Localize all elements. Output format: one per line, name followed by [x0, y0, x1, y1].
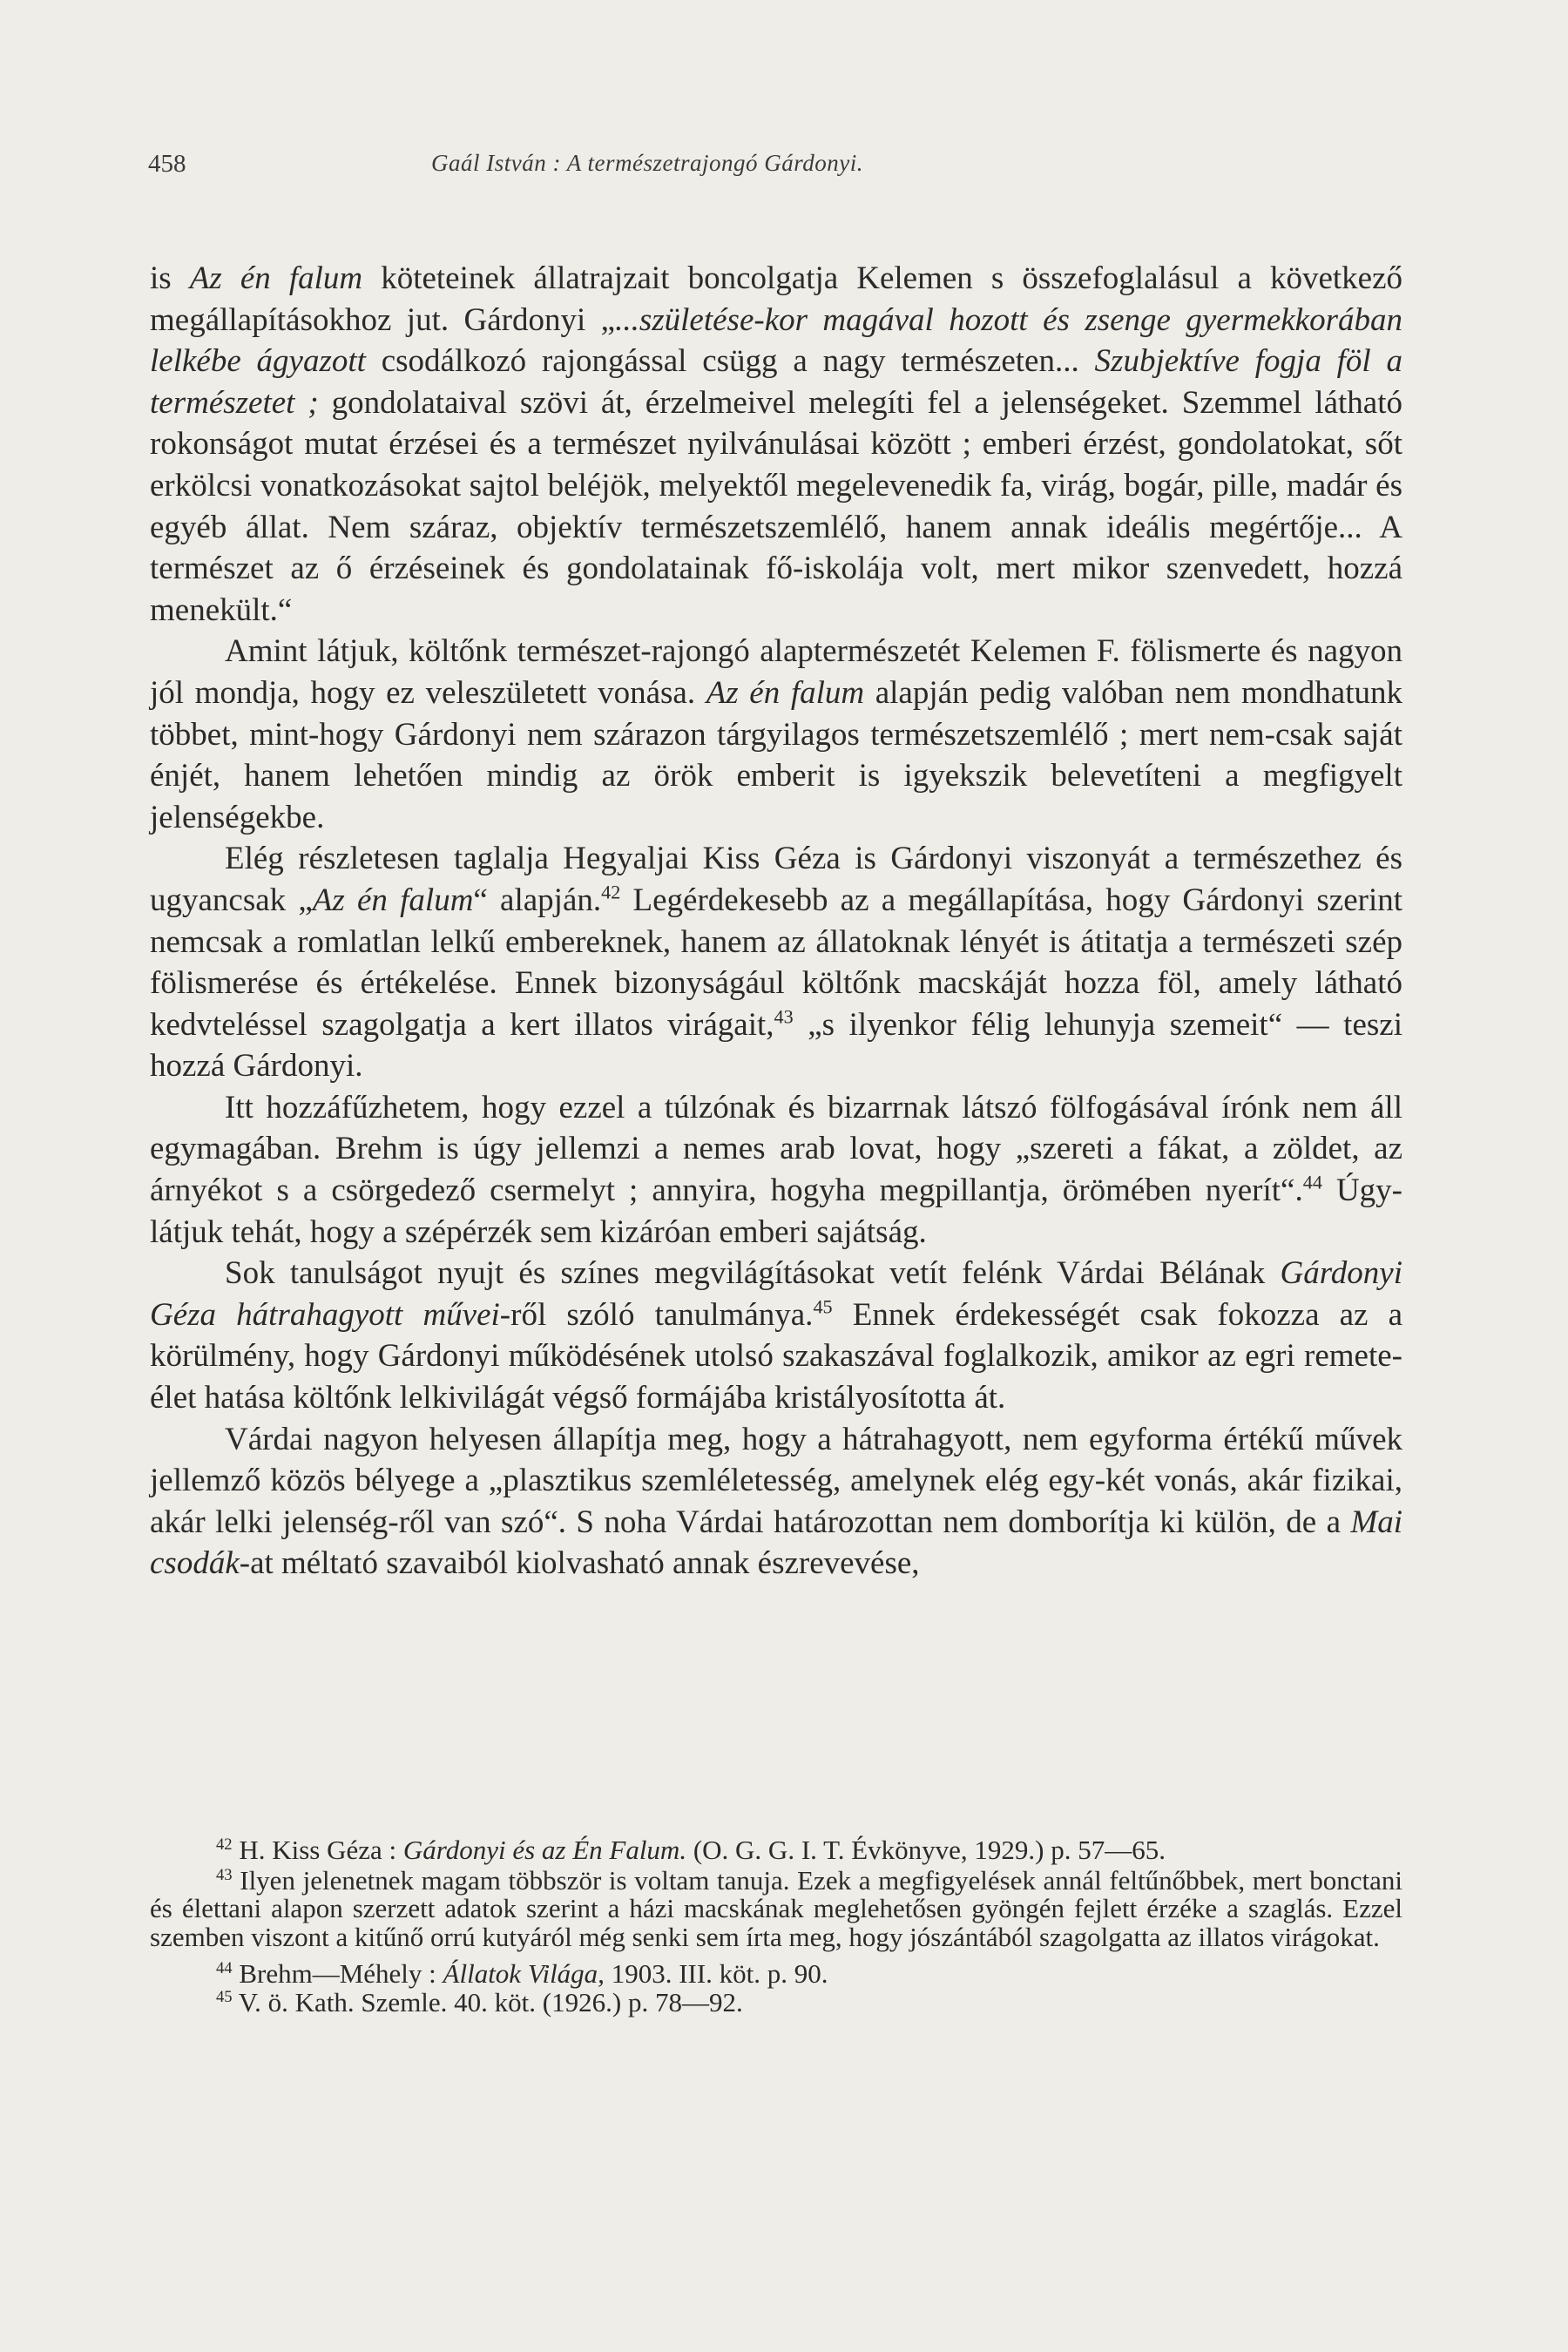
text-run: Sok tanulságot nyujt és színes megvilágításokat vetít felénk Várdai Bélának	[225, 1255, 1281, 1292]
text-run: Elég részletesen taglalja Hegyaljai Kiss Géza is Gárdonyi viszonyát a természethez és ugyancsak „	[150, 841, 1402, 918]
book-title-italic: Mai csodák	[150, 1504, 1402, 1582]
footnote-42	[150, 1836, 1402, 1865]
text-run: Itt hozzáfűzhetem, hogy ezzel a túlzónak és bizarrnak látszó fölfogásával írónk nem áll egymagában. Brehm is úgy jellemzi a nemes arab lovat, hogy „szereti a fákat, a zöldet, az árnyékot s a csörgedező csermelyt ; annyira, hogyha megpillantja, örömében nyerít“.	[150, 1089, 1402, 1209]
footnotes	[150, 1836, 1402, 2017]
book-title-italic: Gárdonyi Géza hátrahagyott művei	[150, 1255, 1402, 1333]
book-title-italic: Állatok Világa,	[443, 1958, 605, 1989]
quote-italic: ...születése-kor magával hozott és zsenge gyermekkorában lelkébe ágyazott	[150, 301, 1402, 380]
book-title-italic: Az én falum	[706, 674, 865, 711]
text-run: “ alapján.	[473, 882, 602, 918]
text-run: Legérdekesebb az a megállapítása, hogy Gárdonyi szerint nemcsak a romlatlan lelkű embereknek, hanem az állatoknak lényét is átitatja a természeti szép fölismerése és értékelése. Ennek bizonyságául költőnk macskáját hozza föl, amely látható kedvteléssel szagolgatja a kert illatos virágait,	[150, 882, 1403, 1043]
text-run: csodálkozó rajongással csügg a nagy természeten...	[365, 343, 1095, 380]
footnote-number: 42	[216, 1835, 233, 1854]
footnote-45	[150, 1986, 1402, 2017]
footnote-ref-44[interactable]: 44	[1302, 1171, 1322, 1193]
running-title: Gaál István : A természetrajongó Gárdonyi.	[431, 150, 863, 176]
paragraph-6	[150, 1419, 1402, 1585]
paragraph-5	[150, 1253, 1402, 1418]
footnote-44	[150, 1960, 1402, 1989]
text-run: Amint látjuk, költőnk természet-rajongó alaptermészetét Kelemen F. fölismerte és nagyon jól mondja, hogy ez veleszületett vonása.	[150, 633, 1402, 711]
paragraph-4	[150, 1087, 1402, 1253]
footnote-number: 45	[216, 1987, 233, 2006]
text-run: (O. G. G. I. T. Évkönyve, 1929.) p. 57—65.	[686, 1835, 1166, 1865]
text-run: „s ilyenkor félig lehunyja szemeit“ — teszi hozzá Gárdonyi.	[150, 1006, 1402, 1085]
paragraph-2	[150, 631, 1402, 838]
book-title-italic: Az én falum	[312, 882, 474, 918]
text-run: köteteinek állatrajzait boncolgatja Kelemen s összefoglalásul a következő megállapításokhoz jut. Gárdonyi „	[150, 260, 1403, 338]
book-title-italic: Az én falum	[189, 260, 363, 296]
text-run: -ről szóló tanulmánya.	[499, 1296, 814, 1333]
paragraph-3	[150, 838, 1402, 1087]
footnote-ref-43[interactable]: 43	[774, 1005, 794, 1028]
footnote-ref-45[interactable]: 45	[813, 1295, 833, 1318]
book-title-italic: Gárdonyi és az Én Falum.	[402, 1835, 687, 1865]
text-run: Ennek érdekességét csak fokozza az a körülmény, hogy Gárdonyi működésének utolsó szakaszával foglalkozik, amikor az egri remete-élet hatása költőnk lelkivilágát végső formájába kristályosította át.	[150, 1296, 1402, 1416]
text-run: gondolataival szövi át, érzelmeivel melegíti fel a jelenségeket. Szemmel látható rokonságot mutat érzései és a természet nyilvánulásai között ; emberi érzést, gondolatokat, sőt erkölcsi vonatkozásokat sajtol beléjök, melyektől megelevenedik fa, virág, bogár, pille, madár és egyéb állat. Nem száraz, objektív természetszemlélő, hanem annak ideális megértője... A természet az ő érzéseinek és gondolatainak fő-iskolája volt, mert mikor szenvedett, hozzá menekült.“	[150, 384, 1402, 628]
text-run: Várdai nagyon helyesen állapítja meg, hogy a hátrahagyott, nem egyforma értékű művek jellemző közös bélyege a „plasztikus szemléletesség, amelynek elég egy-két vonás, akár fizikai, akár lelki jelenség-ről van szó“. S noha Várdai határozottan nem domborítja ki külön, de a	[150, 1421, 1402, 1540]
text-run: -at méltató szavaiból kiolvasható annak észrevevése,	[239, 1545, 920, 1582]
text-run: H. Kiss Géza :	[232, 1835, 403, 1865]
main-text	[150, 258, 1402, 1585]
footnote-number: 44	[216, 1958, 233, 1977]
text-run: Ilyen jelenetnek magam többször is voltam tanuja. Ezek a megfigyelések annál feltűnőbbek, mert bonctani és élettani alapon szerzett adatok szerint a házi macskának meglehetősen gyöngén fejlett érzéke a szaglás. Ezzel szemben viszont a kitűnő orrú kutyáról még senki sem írta meg, hogy jószántából szagolgatta az illatos virágokat.	[150, 1864, 1402, 1952]
text-run: 1903. III. köt. p. 90.	[604, 1958, 828, 1989]
quote-italic: Szubjektíve fogja föl a természetet ;	[150, 343, 1403, 421]
page-number: 458	[148, 150, 186, 178]
text-run: Úgy-látjuk tehát, hogy a szépérzék sem kizáróan emberi sajátság.	[150, 1173, 1403, 1250]
text-run: V. ö. Kath. Szemle. 40. köt. (1926.) p. 78—92.	[232, 1986, 743, 2017]
footnote-43	[150, 1864, 1402, 1952]
text-run: Brehm—Méhely :	[232, 1958, 443, 1989]
footnote-number: 43	[216, 1865, 233, 1884]
footnote-ref-42[interactable]: 42	[601, 881, 621, 903]
paragraph-1	[150, 258, 1402, 631]
text-run: alapján pedig valóban nem mondhatunk többet, mint-hogy Gárdonyi nem szárazon tárgyilagos természetszemlélő ; mert nem-csak saját énjét, hanem lehetően mindig az örök emberit is igyekszik belevetíteni a megfigyelt jelenségekbe.	[150, 674, 1403, 835]
text-run: is	[150, 260, 190, 296]
